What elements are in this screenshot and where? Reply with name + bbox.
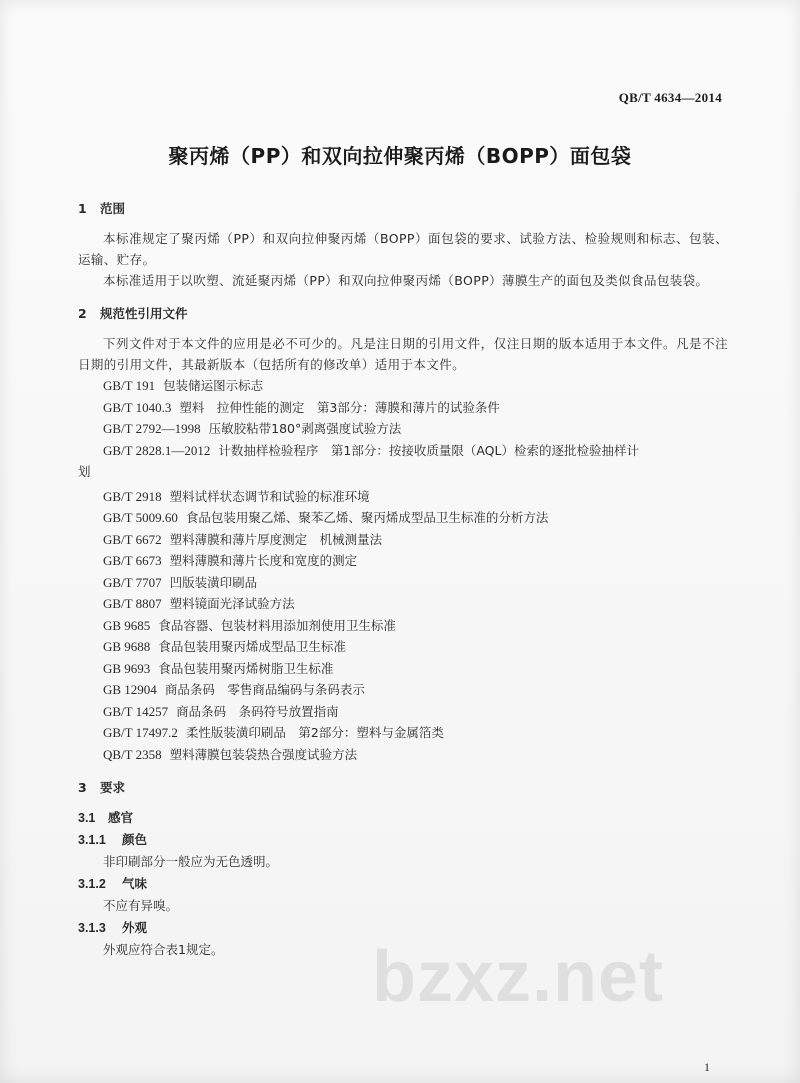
reference-item (103, 636, 728, 658)
reference-item (103, 679, 728, 701)
reference-item (103, 572, 728, 594)
reference-title: 柔性版装潢印刷品 第2部分：塑料与金属箔类 (185, 725, 444, 740)
clause-title: 气味 (122, 876, 148, 891)
reference-title: 塑料镜面光泽试验方法 (169, 596, 295, 611)
section-title: 规范性引用文件 (100, 306, 188, 321)
reference-item (103, 550, 728, 572)
section-heading-scope (78, 198, 728, 220)
reference-title: 包装储运图示标志 (163, 378, 264, 393)
reference-title: 塑料薄膜包装袋热合强度试验方法 (169, 746, 358, 762)
subsection-heading-sensory (78, 807, 728, 829)
scope-paragraph: 本标准规定了聚丙烯（PP）和双向拉伸聚丙烯（BOPP）面包袋的要求、试验方法、检验规则和标志、包装、运输、贮存。 (78, 231, 728, 267)
reference-title: 凹版装潢印刷品 (169, 574, 258, 590)
subsection-number: 3.1 (78, 811, 96, 825)
clause-number: 3.1.3 (78, 921, 106, 935)
reference-code: GB/T 17497.2 (103, 725, 178, 740)
reference-item (103, 375, 728, 397)
reference-item (103, 507, 728, 529)
section-heading-requirements (78, 777, 728, 799)
reference-code: GB 9685 (103, 617, 151, 633)
section-title: 范围 (100, 201, 126, 216)
reference-title: 食品包装用聚丙烯树脂卫生标准 (158, 660, 334, 676)
reference-code: GB/T 191 (103, 378, 156, 393)
reference-item (103, 486, 728, 508)
reference-title: 食品容器、包装材料用添加剂使用卫生标准 (158, 617, 396, 633)
reference-code: GB/T 14257 (103, 703, 169, 719)
reference-item (103, 418, 728, 440)
reference-item (103, 658, 728, 680)
clause-heading-color (78, 829, 728, 851)
reference-code: GB/T 5009.60 (103, 510, 178, 525)
reference-item (103, 615, 728, 637)
clause-heading-odor (78, 873, 728, 895)
reference-title: 食品包装用聚乙烯、聚苯乙烯、聚丙烯成型品卫生标准的分析方法 (185, 510, 549, 525)
clause-text: 不应有异嗅。 (103, 898, 179, 913)
reference-item (103, 744, 728, 766)
clause-text: 外观应符合表1规定。 (103, 942, 224, 957)
reference-title: 食品包装用聚丙烯成型品卫生标准 (158, 639, 346, 654)
section-heading-normative-refs (78, 303, 728, 325)
reference-title: 塑料薄膜和薄片长度和宽度的测定 (169, 553, 358, 568)
reference-code: GB/T 1040.3 (103, 399, 172, 415)
reference-code: GB 9693 (103, 660, 151, 676)
reference-item (103, 593, 728, 615)
section-number: 3 (78, 780, 87, 795)
reference-title: 压敏胶粘带180°剥离强度试验方法 (208, 421, 402, 436)
section-number: 2 (78, 306, 87, 321)
watermark: bzxz.net (372, 937, 665, 1017)
reference-item (103, 529, 728, 551)
reference-item (78, 440, 728, 482)
reference-code: QB/T 2358 (103, 746, 162, 762)
reference-title: 计数抽样检验程序 第1部分：按接收质量限（AQL）检索的逐批检验抽样计 (218, 442, 639, 458)
reference-code: GB/T 7707 (103, 574, 162, 590)
section-title: 要求 (100, 780, 126, 795)
reference-code: GB/T 6672 (103, 531, 162, 547)
standard-code: QB/T 4634—2014 (618, 90, 722, 105)
reference-title: 塑料薄膜和薄片厚度测定 机械测量法 (169, 531, 383, 547)
document-body (78, 198, 728, 961)
clause-text: 非印刷部分一般应为无色透明。 (103, 854, 279, 869)
reference-item (103, 722, 728, 744)
reference-code: GB/T 2918 (103, 488, 162, 504)
scope-paragraph: 本标准适用于以吹塑、流延聚丙烯（PP）和双向拉伸聚丙烯（BOPP）薄膜生产的面包及类似食品包装袋。 (103, 273, 709, 288)
subsection-title: 感官 (108, 810, 134, 825)
clause-title: 外观 (122, 920, 148, 935)
reference-item (103, 701, 728, 723)
reference-title-continuation: 划 (78, 463, 91, 479)
reference-item (103, 397, 728, 419)
normative-refs-intro: 下列文件对于本文件的应用是必不可少的。凡是注日期的引用文件，仅注日期的版本适用于本文件。凡是不注日期的引用文件，其最新版本（包括所有的修改单）适用于本文件。 (78, 336, 728, 372)
reference-title: 商品条码 零售商品编码与条码表示 (164, 682, 365, 697)
reference-code: GB/T 2828.1—2012 (103, 442, 211, 458)
reference-title: 塑料试样状态调节和试验的标准环境 (169, 488, 370, 504)
section-number: 1 (78, 201, 87, 216)
reference-code: GB 9688 (103, 639, 151, 654)
reference-code: GB/T 6673 (103, 553, 162, 568)
reference-code: GB 12904 (103, 682, 157, 697)
reference-title: 塑料 拉伸性能的测定 第3部分：薄膜和薄片的试验条件 (179, 399, 500, 415)
reference-title: 商品条码 条码符号放置指南 (176, 703, 339, 719)
page-number: 1 (704, 1060, 710, 1074)
clause-number: 3.1.2 (78, 877, 106, 891)
reference-code: GB/T 8807 (103, 596, 162, 611)
clause-number: 3.1.1 (78, 833, 106, 847)
clause-title: 颜色 (122, 832, 148, 847)
reference-list (78, 375, 728, 765)
document-title: 聚丙烯（PP）和双向拉伸聚丙烯（BOPP）面包袋 (168, 144, 632, 168)
reference-code: GB/T 2792—1998 (103, 421, 201, 436)
